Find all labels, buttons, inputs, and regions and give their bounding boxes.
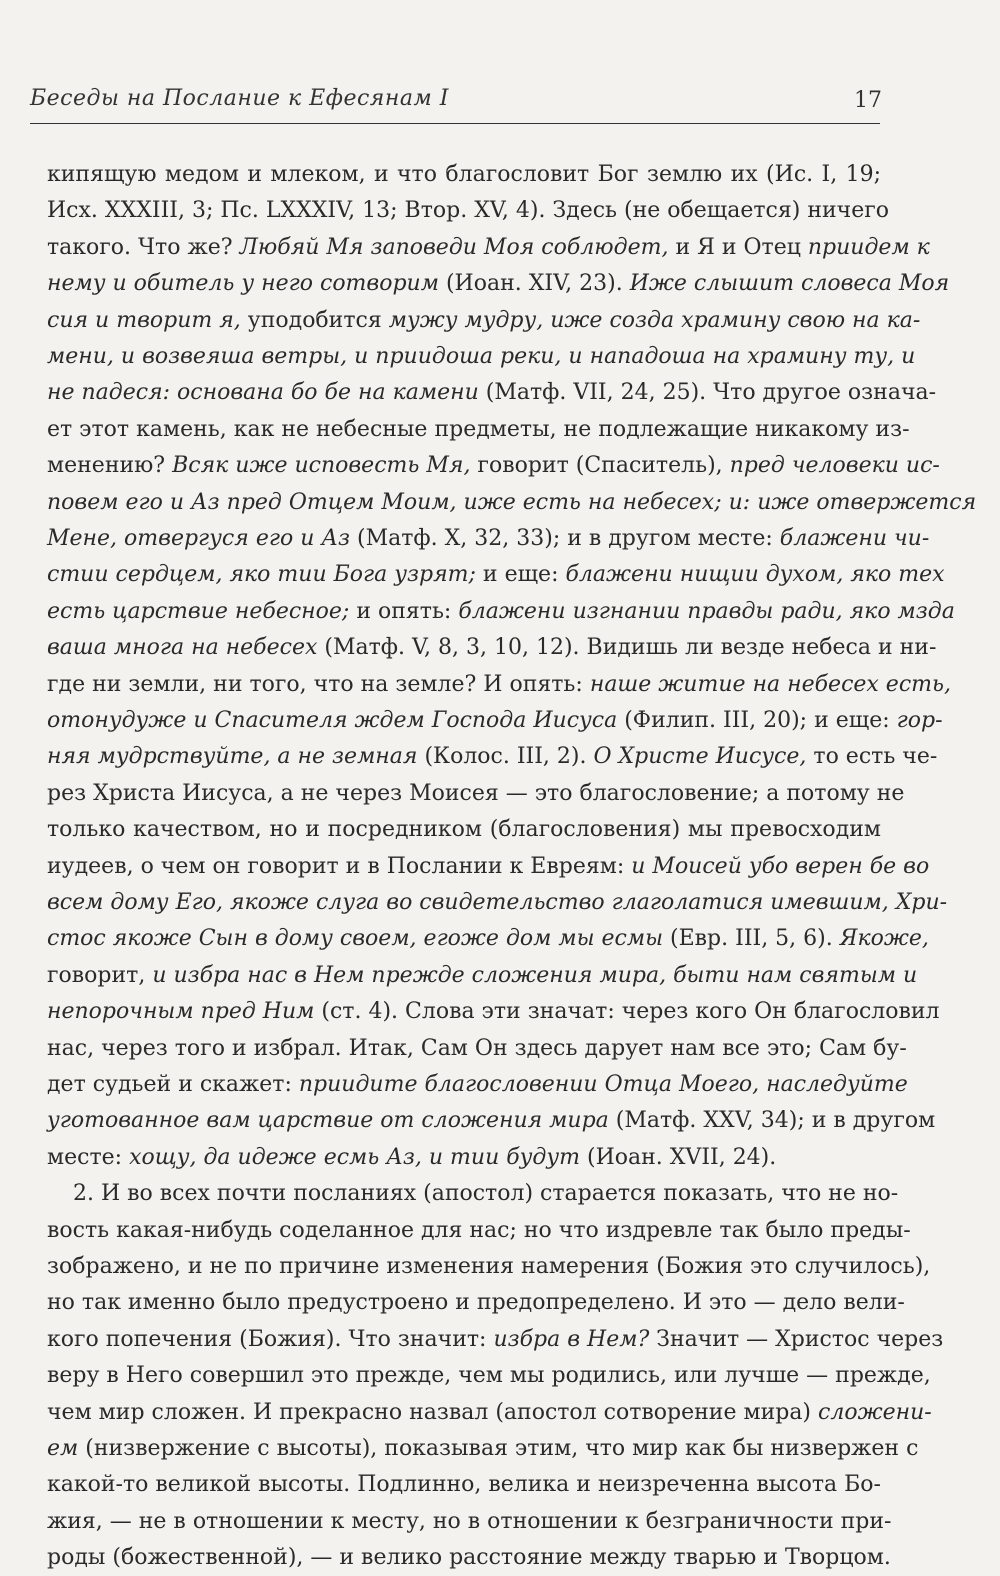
text-line (47, 776, 905, 812)
text-line (47, 1504, 892, 1540)
text-segment: (ст. 4). Слова эти значат: через кого Он благословил (314, 999, 940, 1025)
text-line (47, 630, 937, 666)
quotation-segment: избра в Нем? (493, 1326, 650, 1352)
text-segment: иудеев, о чем он говорит и в Послании к Евреям: (47, 853, 632, 879)
quotation-segment: сия и творит я, (47, 307, 241, 333)
quotation-segment: непорочным пред Ним (47, 999, 315, 1025)
quotation-segment: нему и обитель у него сотворим (47, 271, 439, 297)
quotation-segment: уготованное вам царствие от сложения мира (47, 1108, 609, 1134)
text-segment: только качеством, но и посредником (благословения) мы превосходим (47, 817, 881, 843)
text-segment: Значит — Христос через (649, 1326, 944, 1352)
text-segment: зображено, и не по причине изменения намерения (Божия это случилось), (47, 1254, 931, 1279)
quotation-segment: и избра нас в Нем прежде сложения мира, быти нам святым и (152, 962, 918, 988)
text-segment: жия, — не в отношении к месту, но в отношении к безграничности при- (47, 1508, 892, 1534)
text-line (47, 448, 940, 484)
text-line (47, 849, 930, 885)
text-line (47, 230, 930, 266)
text-line (47, 1249, 931, 1285)
text-line (47, 1358, 931, 1394)
quotation-segment: Иже слышит словеса Моя (629, 271, 950, 297)
header-rule (30, 123, 880, 124)
text-segment: нас, через того и избрал. Итак, Сам Он здесь дарует нам все это; Сам бу- (47, 1035, 907, 1061)
text-line (47, 594, 955, 630)
text-segment: Исх. XXXIII, 3; Пс. LXXXIV, 13; Втор. XV, 4). Здесь (не обещается) ничего (47, 198, 889, 224)
page-number: 17 (854, 88, 882, 113)
text-segment: (Матф. XXV, 34); и в другом (608, 1108, 936, 1134)
text-line (47, 521, 930, 557)
text-line (47, 193, 889, 229)
text-segment: (Филип. III, 20); и еще: (617, 708, 897, 733)
text-line (47, 703, 943, 739)
quotation-segment: Мене, отвергуся его и Аз (47, 526, 351, 551)
text-segment: где ни земли, ни того, что на земле? И опять: (47, 671, 590, 697)
quotation-segment: хощу, да идеже есмь Аз, и тии будут (129, 1144, 580, 1170)
quotation-segment: няя мудрствуйте, а не земная (47, 744, 418, 770)
quotation-segment: пред человеки ис- (729, 453, 940, 479)
text-segment: (Иоан. XVII, 24). (580, 1144, 777, 1170)
quotation-segment: отонудуже и Спасителя ждем Господа Иисуса (47, 708, 618, 733)
text-line (47, 339, 916, 375)
text-segment: (Евр. III, 5, 6). (663, 926, 840, 952)
text-line (73, 1176, 899, 1212)
text-line (47, 1067, 908, 1103)
text-line (47, 1322, 944, 1358)
quotation-segment: ем (47, 1436, 79, 1461)
quotation-segment: всем дому Его, якоже слуга во свидетельство глаголатися имевшим, Хри- (47, 890, 948, 915)
text-line (47, 157, 881, 193)
text-segment: (Матф. X, 32, 33); и в другом месте: (350, 526, 780, 551)
text-segment: рез Христа Иисуса, а не через Моисея — это благословение; а потому не (47, 780, 905, 806)
text-segment: (Матф. VII, 24, 25). Что другое означа- (478, 380, 937, 406)
text-line (47, 375, 937, 411)
quotation-segment: Всяк иже исповесть Мя, (172, 453, 471, 479)
quotation-segment: приидем к (807, 234, 930, 260)
quotation-segment: повем его и Аз пред Отцем Моим, иже есть на небесех; и: иже отвержется (47, 489, 977, 515)
quotation-segment: приидите благословении Отца Моего, наследуйте (298, 1072, 908, 1097)
text-line (47, 994, 940, 1030)
quotation-segment: мужу мудру, иже созда храмину свою на ка- (388, 307, 921, 333)
quotation-segment: блажени изгнании правды ради, яко мзда (458, 598, 955, 624)
text-line (47, 812, 881, 848)
text-segment: ет этот камень, как не небесные предметы, не подлежащие никакому из- (47, 416, 910, 442)
text-line (47, 885, 948, 921)
text-line (47, 1140, 881, 1176)
quotation-segment: блажени чи- (779, 526, 930, 551)
text-line (47, 1031, 907, 1067)
text-line (47, 958, 918, 994)
quotation-segment: сложени- (818, 1399, 932, 1425)
text-segment: (Колос. III, 2). (417, 744, 594, 770)
text-segment: месте: (47, 1144, 130, 1170)
quotation-segment: О Христе Иисусе, (593, 744, 807, 770)
text-segment: чем мир сложен. И прекрасно назвал (апостол сотворение мира) (47, 1399, 819, 1425)
text-segment: и опять: (349, 598, 459, 624)
text-line (47, 412, 910, 448)
text-segment: но так именно было предустроено и предопределено. И это — дело вели- (47, 1290, 905, 1316)
text-line (47, 1213, 911, 1249)
quotation-segment: и Моисей убо верен бе во (631, 853, 930, 879)
text-segment: менению? (47, 453, 173, 479)
text-line (47, 1285, 905, 1321)
text-segment: 2. И во всех почти посланиях (апостол) старается показать, что не но- (73, 1181, 899, 1207)
text-line (47, 1103, 936, 1139)
text-segment: веру в Него совершил это прежде, чем мы родились, или лучше — прежде, (47, 1363, 931, 1389)
text-segment: и еще: (475, 562, 566, 588)
quotation-segment: не падеся: основана бо бе на камени (47, 380, 479, 406)
text-segment: такого. Что же? (47, 234, 240, 260)
quotation-segment: гор- (896, 708, 943, 733)
quotation-segment: ваша многа на небесех (47, 635, 318, 661)
text-line (47, 557, 945, 593)
text-segment: кипящую медом и млеком, и что благословит Бог землю их (Ис. I, 19; (47, 162, 881, 187)
text-line (47, 667, 951, 703)
text-segment: то есть че- (806, 744, 938, 770)
quotation-segment: наше житие на небесех есть, (589, 671, 951, 697)
quotation-segment: блажени нищии духом, яко тех (565, 562, 945, 588)
text-segment: кого попечения (Божия). Что значит: (47, 1326, 494, 1352)
text-segment: (Иоан. XIV, 23). (438, 271, 630, 297)
quotation-segment: стос якоже Сын в дому своем, егоже дом мы есмы (47, 926, 664, 952)
quotation-segment: есть царствие небесное; (47, 598, 350, 624)
quotation-segment: мени, и возвеяша ветры, и приидоша реки, и нападоша на храмину ту, и (47, 344, 916, 369)
text-segment: вость какая-нибудь соделанное для нас; но что издревле так было преды- (47, 1217, 911, 1243)
quotation-segment: Якоже, (839, 926, 929, 952)
text-line (47, 1431, 919, 1467)
quotation-segment: Любяй Мя заповеди Моя соблюдет, (239, 234, 669, 260)
text-line (47, 739, 938, 775)
text-segment: говорит, (47, 962, 153, 988)
text-line (47, 1467, 881, 1503)
text-line (47, 266, 950, 302)
text-line (47, 485, 977, 521)
text-segment: роды (божественной), — и велико расстояние между тварью и Творцом. (47, 1545, 891, 1571)
text-segment: (низвержение с высоты), показывая этим, что мир как бы низвержен с (78, 1436, 919, 1461)
running-header-title: Беседы на Послание к Ефесянам I (30, 86, 449, 111)
text-segment: и Я и Отец (668, 234, 808, 260)
text-line (47, 921, 929, 957)
text-segment: говорит (Спаситель), (470, 453, 730, 479)
text-line (47, 1540, 891, 1576)
text-segment: какой-то великой высоты. Подлинно, велика и неизреченна высота Бо- (47, 1472, 881, 1498)
text-line (47, 1395, 932, 1431)
text-line (47, 303, 921, 339)
text-segment: (Матф. V, 8, 3, 10, 12). Видишь ли везде небеса и ни- (317, 635, 937, 661)
text-segment: дет судьей и скажет: (47, 1072, 299, 1097)
quotation-segment: стии сердцем, яко тии Бога узрят; (47, 562, 476, 588)
text-segment: уподобится (240, 307, 389, 333)
